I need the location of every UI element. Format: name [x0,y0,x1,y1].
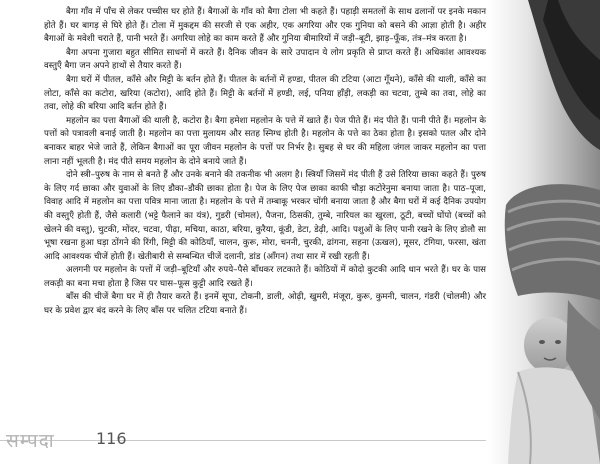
paragraph-1: बैगा गाँव में पाँच से लेकर पच्चीस घर होते हैं। बैगाओं के गाँव को बैगा टोला भी कहते हैं। पहाड़ी समतलों के साथ ढलानों पर इनके मकान होते हैं। घर बागड़ से घिरे होते हैं। टोला में मुकद्दम की सरजी से एक अहीर, एक अगरिया और एक गुनिया को बसने की आज्ञा होती है। अहीर बैगाओं के मवेशी चराते हैं, पानी भरते हैं। अगरिया लोहे का काम करते हैं और गुनिया बीमारियों में जड़ी–बूटी, झाड़–फूँक, तंत्र–मंत्र करता है। [44,7,486,45]
magazine-name: सम्पदा [6,430,55,452]
paragraph-7: बाँस की चीजें बैगा घर में ही तैयार करते हैं। इनमें सूपा, टोकनी, डाली, ओढ़ी, खुमरी, मंजूरा, कुरू, कुमनी, चालन, गंडरी (चोलमी) और घर के प्रवेश द्वार बंद करने के लिए बाँस पर चलित टटिया बनाते हैं। [44,292,486,317]
paragraph-3: बैगा घरों में पीतल, काँसे और मिट्टी के बर्तन होते हैं। पीतल के बर्तनों में हण्डा, पीतल की टटिया (आटा गूँथने), काँसे की थाली, काँसे का लोटा, काँसे का कटोरा, खरिया (कटोरा), आदि होते हैं। मिट्टी के बर्तनों में हण्डी, लई, पनिया हाँड़ी, लकड़ी का चटवा, तुम्बे का तवा, लोहे का तवा, लोहे की बरिया आदि बर्तन होते हैं। [44,74,486,113]
paragraph-4: महलोन का पत्ता बैगाओं की थाली है, कटोरा है। बैगा हमेशा महलोन के पत्ते में खाते हैं। पेज पीते हैं। मंद पीते हैं। पानी पीते हैं। महलोन के पत्तों को पत्रावली बनाई जाती है। महलोन का पत्ता मुलायम और सतह स्निग्ध होती है। महलोन के पत्ते का ठेका होता है। इसको पतल और दोने बनाकर बाहर भेजे जाते हैं, लेकिन बैगाओं का पूरा जीवन महलोन के पत्तों पर निर्भर है। सुबह से घर की महिला जंगल जाकर महलोन का पत्ता लाना नहीं भूलती है। मंद पीते समय महलोन के दोने बनाये जाते हैं। [44,115,486,167]
footer-divider [0,440,486,441]
paragraph-5: दोने स्त्री–पुरुष के नाम से बनते हैं और उनके बनाने की तकनीक भी अलग है। स्त्रियाँ जिसमें मंद पीती हैं उसे तिरिया छाका कहते हैं। पुरुष के लिए गर्द छाका और युवाओं के लिए डौका–डौकी छाका होता है। पेज के लिए पेज छाका काफी चौड़ा कटोरेनुमा बनाया जाता है। पाठ–पूजा, विवाह आदि में महलोन का पत्ता पवित्र माना जाता है। महलोन के पत्ते में तम्बाकू भरकर चोंगी बनाया जाता है और बैगा घरों में कई दैनिक उपयोग की वस्तुएँ होती हैं, जैसे कलारी (भट्टे फैलाने का यंत्र), गुडरी (चोमल), पैजना, ठिसकी, तुम्बे, नारियल का खुरला, ठूटी, बच्चों घोंपो (बच्चों को खेलने की वस्तु), चुटकी, मोंदर, चटवा, पीढ़ा, मचिया, काठा, बरिया, कुरैया, कूंडी, डेटा, डेढ़ी, आदि। पशुओं के लिए पानी रखने के लिए डोलौ सा भूषा रखना हुआ घड़ा ठोंगने की रिंगी, मिट्टी की कोठियाँ, चालन, कुरू, मोरा, चननी, चुरकी, ढांगना, सहना (ऊखल), मूसर, टंगिया, फरसा, खंता आदि आवश्यक चीजें होती हैं। खेतीबारी से सम्बन्धित चीजें दलानी, डांड (आँगन) तथा सार में रखी रहती हैं। [44,170,486,262]
page-number: 116 [96,429,127,448]
mother-with-baby-photo-icon [488,0,600,464]
paragraph-6: अलगनी पर महलोन के पत्तों में जड़ी–बूटियाँ और रुपये–पैसे बाँधकर लटकाते हैं। कोठियों में कोदो कुटकी आदि धान भरते हैं। घर के पास लकड़ी का बना मचा होता है जिस पर घास–फूस कुट्टी आदि रखते हैं। [44,265,486,289]
paragraph-2: बैगा अपना गुजारा बहुत सीमित साधनों में करते हैं। दैनिक जीवन के सारे उपादान ये लोग प्रकृति से प्राप्त करते हैं। अधिकांश आवश्यक वस्तुएँ बैगा जन अपने हाथों से तैयार करते हैं। [44,47,486,72]
article-body [44,6,486,319]
